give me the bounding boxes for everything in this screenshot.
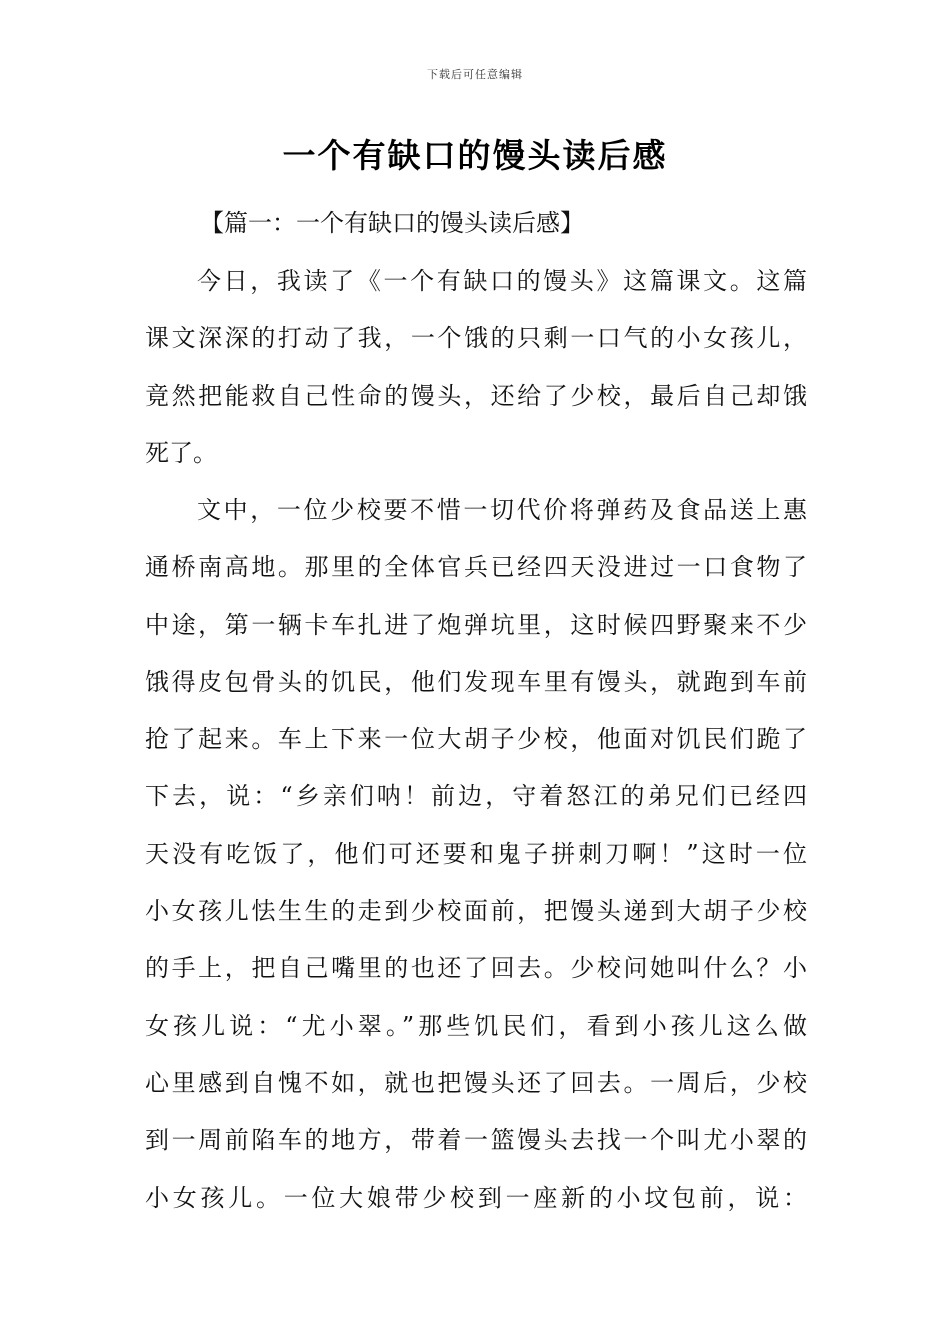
- paragraph-line: 小女孩儿。一位大娘带少校到一座新的小坟包前，说：: [145, 1183, 807, 1212]
- paragraph-line: 心里感到自愧不如，就也把馒头还了回去。一周后，少校: [145, 1068, 807, 1097]
- paragraph-line: 的手上，把自己嘴里的也还了回去。少校问她叫什么？小: [145, 954, 807, 983]
- paragraph-line: 小女孩儿怯生生的走到少校面前，把馒头递到大胡子少校: [145, 897, 807, 926]
- document-title: 一个有缺口的馒头读后感: [282, 136, 668, 175]
- paragraph-line: 中途，第一辆卡车扎进了炮弹坑里，这时候四野聚来不少: [145, 610, 807, 639]
- paragraph-2: [145, 482, 807, 1227]
- paragraph-line: 到一周前陷车的地方，带着一篮馒头去找一个叫尤小翠的: [145, 1126, 807, 1155]
- paragraph-line: 课文深深的打动了我，一个饿的只剩一口气的小女孩儿，: [145, 324, 807, 353]
- paragraph-1: [145, 253, 807, 482]
- paragraph-line: 文中，一位少校要不惜一切代价将弹药及食品送上惠: [197, 496, 807, 524]
- paragraph-line: 死了。: [145, 438, 217, 467]
- paragraph-line: 通桥南高地。那里的全体官兵已经四天没进过一口食物了: [145, 553, 807, 582]
- paragraph-line: 今日，我读了《一个有缺口的馒头》这篇课文。这篇: [197, 267, 807, 295]
- paragraph-line: 下去，说：“乡亲们呐！前边，守着怒江的弟兄们已经四: [145, 782, 807, 811]
- paragraph-line: 竟然把能救自己性命的馒头，还给了少校，最后自己却饿: [145, 381, 807, 410]
- section-heading: 【篇一：一个有缺口的馒头读后感】: [200, 209, 584, 237]
- paragraph-line: 抢了起来。车上下来一位大胡子少校，他面对饥民们跪了: [145, 725, 807, 754]
- paragraph-line: 女孩儿说：“尤小翠。”那些饥民们，看到小孩儿这么做: [145, 1011, 807, 1040]
- paragraph-line: 饿得皮包骨头的饥民，他们发现车里有馒头，就跑到车前: [145, 667, 807, 696]
- paragraph-line: 天没有吃饭了，他们可还要和鬼子拼刺刀啊！”这时一位: [145, 839, 807, 868]
- header-note: 下载后可任意编辑: [427, 68, 523, 81]
